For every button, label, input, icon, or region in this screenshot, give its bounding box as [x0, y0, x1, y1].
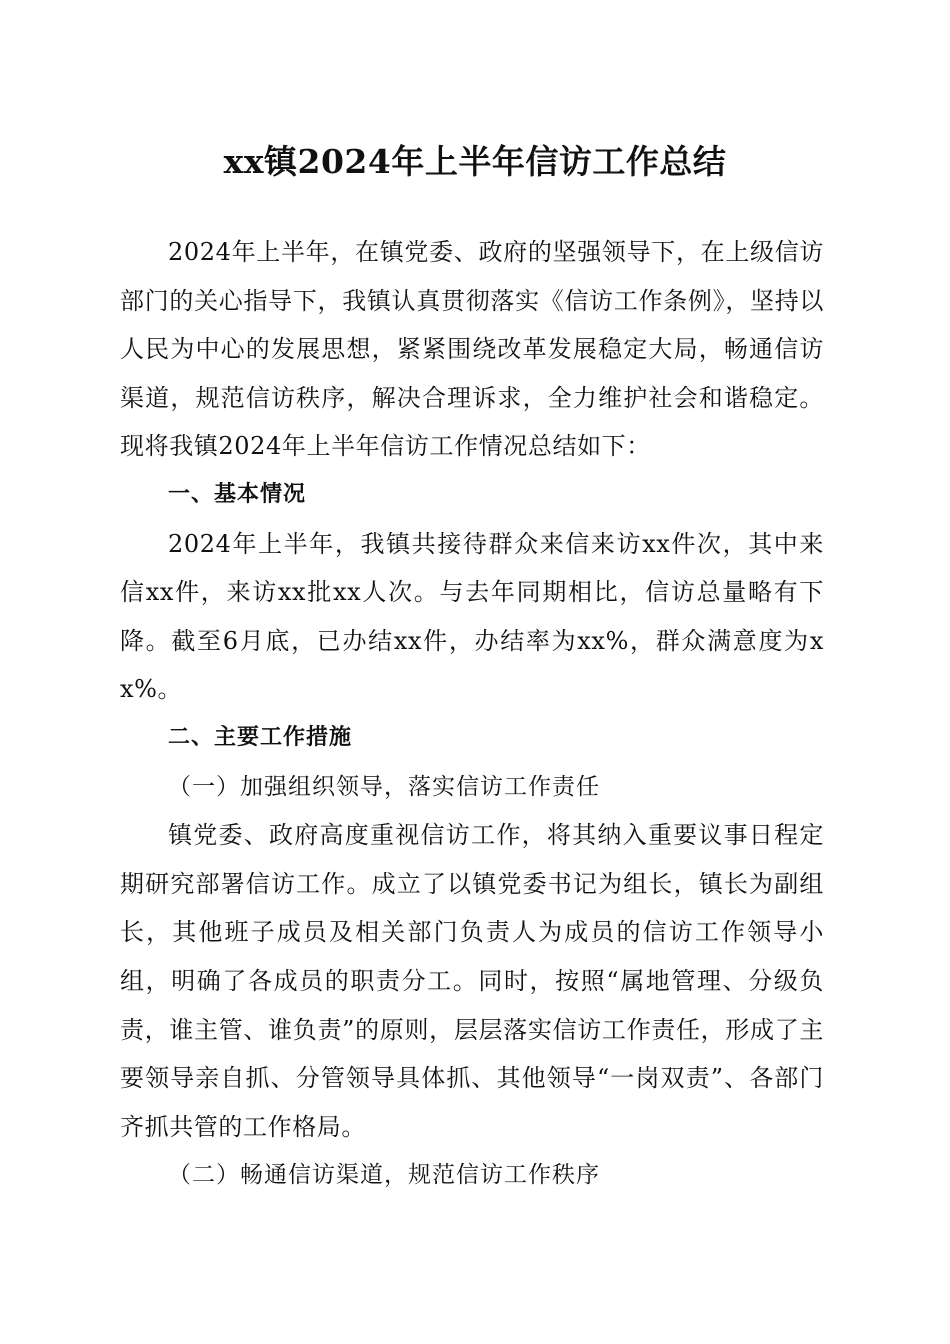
- section-heading-main-measures: 二、主要工作措施: [168, 724, 353, 750]
- document-title: xx镇2024年上半年信访工作总结: [223, 142, 727, 181]
- subsection-heading-leadership: （一）加强组织领导，落实信访工作责任: [168, 773, 600, 800]
- leadership-paragraph: 镇党委、政府高度重视信访工作，将其纳入重要议事日程定期研究部署信访工作。成立了以镇党委书记为组长，镇长为副组长，其他班子成员及相关部门负责人为成员的信访工作领导小组，明确了各成员的职责分工。同时，按照“属地管理、分级负责，谁主管、谁负责”的原则，层层落实信访工作责任，形成了主要领导亲自抓、分管领导具体抓、其他领导“一岗双责”、各部门齐抓共管的工作格局。: [120, 821, 824, 1141]
- basic-situation-paragraph: 2024年上半年，我镇共接待群众来信来访xx件次，其中来信xx件，来访xx批xx人次。与去年同期相比，信访总量略有下降。截至6月底，已办结xx件，办结率为xx%，群众满意度为xx%。: [120, 529, 824, 704]
- intro-paragraph: 2024年上半年，在镇党委、政府的坚强领导下，在上级信访部门的关心指导下，我镇认真贯彻落实《信访工作条例》，坚持以人民为中心的发展思想，紧紧围绕改革发展稳定大局，畅通信访渠道，规范信访秩序，解决合理诉求，全力维护社会和谐稳定。现将我镇2024年上半年信访工作情况总结如下：: [120, 238, 824, 461]
- section-heading-basic-situation: 一、基本情况: [168, 481, 307, 507]
- document-body: [120, 228, 824, 1200]
- subsection-heading-channels: （二）畅通信访渠道，规范信访工作秩序: [168, 1162, 600, 1189]
